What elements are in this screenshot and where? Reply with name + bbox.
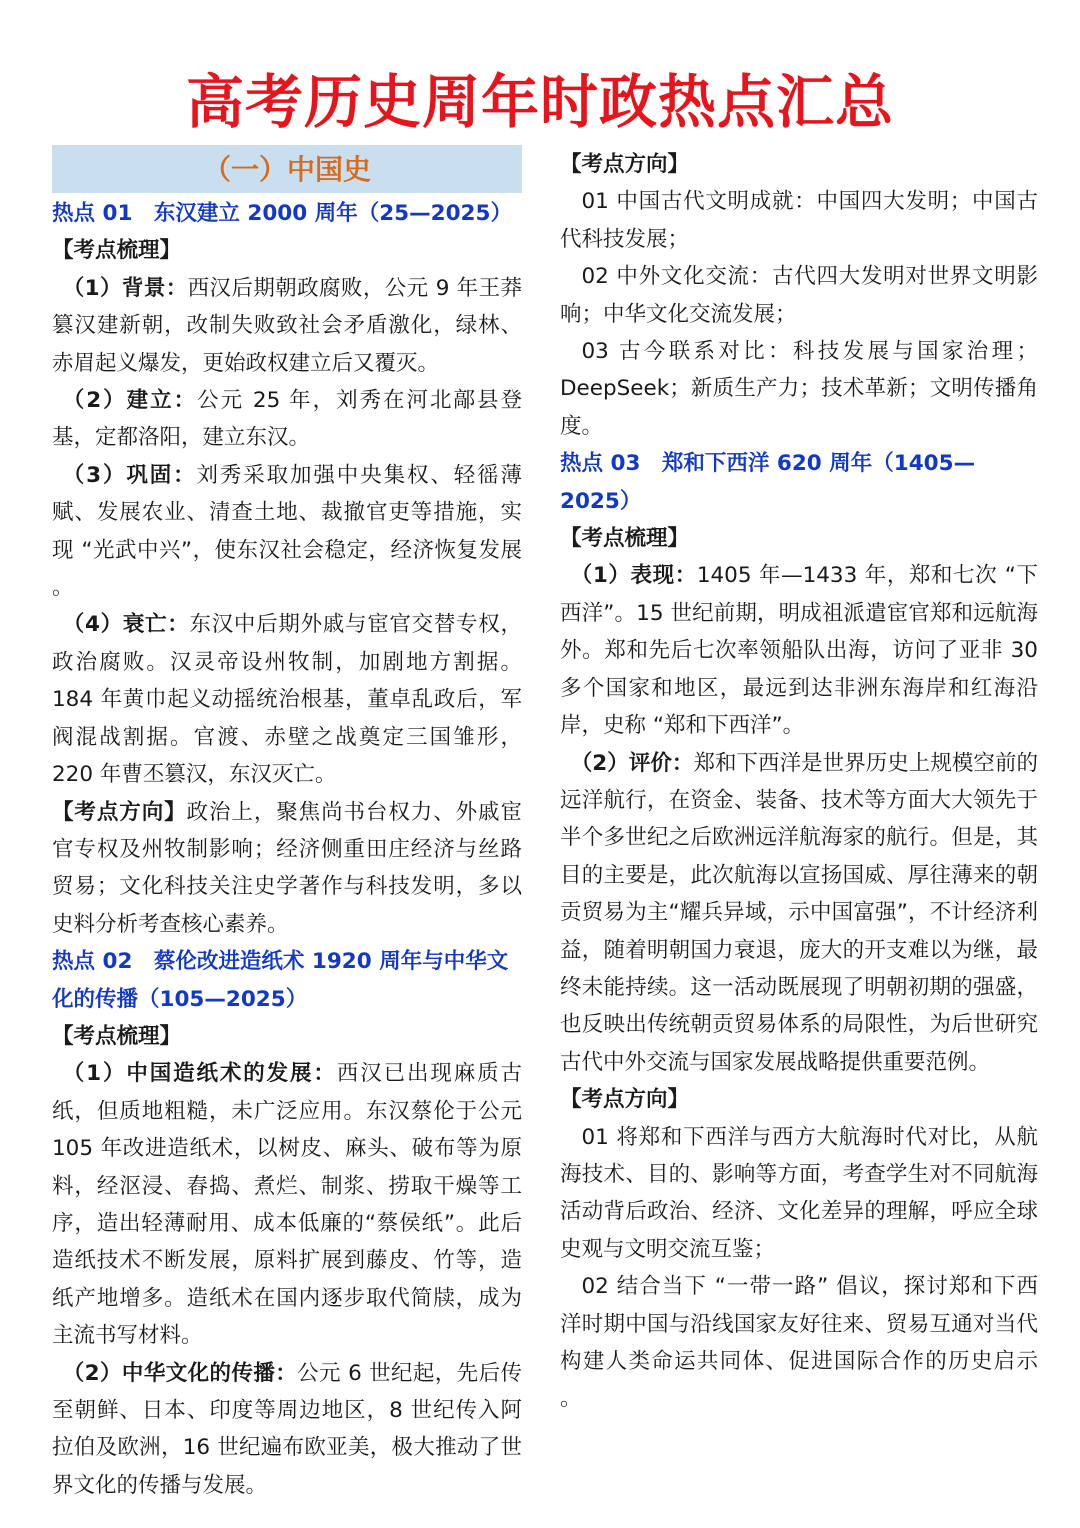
hotspot-03-sort-tag: 【考点梳理】 xyxy=(560,526,690,552)
label: （1）中国造纸术的发展： xyxy=(62,1061,337,1087)
hotspot-02-spread xyxy=(52,1355,522,1505)
left-column xyxy=(52,145,522,1504)
hotspot-02-sort-tag: 【考点梳理】 xyxy=(52,1023,182,1049)
hotspot-01-background xyxy=(52,270,522,382)
text: 刘秀采取加强中央集权、轻徭薄赋、发展农业、清查土地、裁撤官吏等措施，实现 “光武中兴”，使东汉社会稳定，经济恢复发展 。 xyxy=(52,462,522,601)
hotspot-01-founding xyxy=(52,382,522,457)
label: （2）中华文化的传播： xyxy=(62,1360,298,1386)
hotspot-01-sort-tag: 【考点梳理】 xyxy=(52,238,182,264)
hotspot-01-decline xyxy=(52,606,522,793)
hotspot-03-direction-02: 02 结合当下 “一带一路” 倡议，探讨郑和下西洋时期中国与沿线国家友好往来、贸易互通对当代构建人类命运共同体、促进国际合作的历史启示 。 xyxy=(560,1274,1038,1412)
hotspot-03-direction-tag: 【考点方向】 xyxy=(560,1087,690,1113)
label: （4）衰亡： xyxy=(62,612,190,638)
hotspot-03-evaluation xyxy=(560,745,1038,1082)
text: 西汉后期朝政腐败，公元 9 年王莽篡汉建新朝，改制失败致社会矛盾激化，绿林、赤眉起义爆发，更始政权建立后又覆灭。 xyxy=(52,275,522,376)
hotspot-03-direction-01: 01 将郑和下西洋与西方大航海时代对比，从航海技术、目的、影响等方面，考查学生对不同航海活动背后政治、经济、文化差异的理解，呼应全球史观与文明交流互鉴； xyxy=(560,1124,1038,1262)
section-header: （一）中国史 xyxy=(52,145,522,193)
hotspot-01-direction xyxy=(52,794,522,944)
direction-01: 01 中国古代文明成就：中国四大发明；中国古代科技发展； xyxy=(560,189,1038,252)
direction-03: 03 古今联系对比：科技发展与国家治理；DeepSeek；新质生产力；技术革新；文明传播角度。 xyxy=(560,339,1038,439)
page-title: 高考历史周年时政热点汇总 xyxy=(185,68,894,136)
text: 东汉中后期外戚与宦官交替专权，政治腐败。汉灵帝设州牧制，加剧地方割据。184 年黄巾起义动摇统治根基，董卓乱政后，军阀混战割据。官渡、赤壁之战奠定三国雏形，220 年曹丕篡汉，东汉灭亡。 xyxy=(52,612,522,788)
text: 西汉已出现麻质古纸，但质地粗糙，未广泛应用。东汉蔡伦于公元 105 年改进造纸术，以树皮、麻头、破布等为原料，经沤浸、舂捣、煮烂、制浆、捞取干燥等工序，造出轻薄耐用、成本低廉的“蔡侯纸”。此后造纸技术不断发展，原料扩展到藤皮、竹等，造纸产地增多。造纸术在国内逐步取代简牍，成为主流书写材料。 xyxy=(52,1061,522,1349)
direction-tag: 【考点方向】 xyxy=(560,152,690,177)
text: 公元 6 世纪起，先后传至朝鲜、日本、印度等周边地区，8 世纪传入阿拉伯及欧洲，16 世纪遍布欧亚美，极大推动了世界文化的传播与发展。 xyxy=(52,1360,522,1498)
right-column xyxy=(560,146,1038,1418)
hotspot-02-papermaking xyxy=(52,1055,522,1354)
hotspot-01-consolidation xyxy=(52,457,522,607)
hotspot-03-performance xyxy=(560,557,1038,744)
hotspot-02-title: 热点 02 蔡伦改进造纸术 1920 周年与中华文化的传播（105—2025） xyxy=(52,949,509,1012)
label: （2）评价： xyxy=(570,750,694,776)
label: （3）巩固： xyxy=(62,462,197,488)
hotspot-03-title: 热点 03 郑和下西洋 620 周年（1405—2025） xyxy=(560,451,976,514)
label: （1）表现： xyxy=(570,563,697,589)
label: （2）建立： xyxy=(62,388,198,414)
hotspot-01-title: 热点 01 东汉建立 2000 周年（25—2025） xyxy=(52,201,512,226)
label: 【考点方向】 xyxy=(52,799,187,825)
label: （1）背景： xyxy=(62,275,188,301)
text: 1405 年—1433 年，郑和七次 “下西洋”。15 世纪前期，明成祖派遣宦官郑和远航海外。郑和先后七次率领船队出海，访问了亚非 30 多个国家和地区，最远到达非洲东海岸和红海沿岸，史称 “郑和下西洋”。 xyxy=(560,563,1038,739)
text: 政治上，聚焦尚书台权力、外戚宦官专权及州牧制影响；经济侧重田庄经济与丝路贸易；文化科技关注史学著作与科技发明，多以史料分析考查核心素养。 xyxy=(52,799,522,937)
text: 公元 25 年，刘秀在河北鄗县登基，定都洛阳，建立东汉。 xyxy=(52,388,522,451)
direction-02: 02 中外文化交流：古代四大发明对世界文明影响；中华文化交流发展； xyxy=(560,264,1038,327)
text: 郑和下西洋是世界历史上规模空前的远洋航行，在资金、装备、技术等方面大大领先于半个多世纪之后欧洲远洋航海家的航行。但是，其目的主要是，此次航海以宣扬国威、厚往薄来的朝贡贸易为主“耀兵异域，示中国富强”，不计经济利益，随着明朝国力衰退，庞大的开支难以为继，最终未能持续。这一活动既展现了明朝初期的强盛，也反映出传统朝贡贸易体系的局限性，为后世研究古代中外交流与国家发展战略提供重要范例。 xyxy=(560,750,1038,1075)
